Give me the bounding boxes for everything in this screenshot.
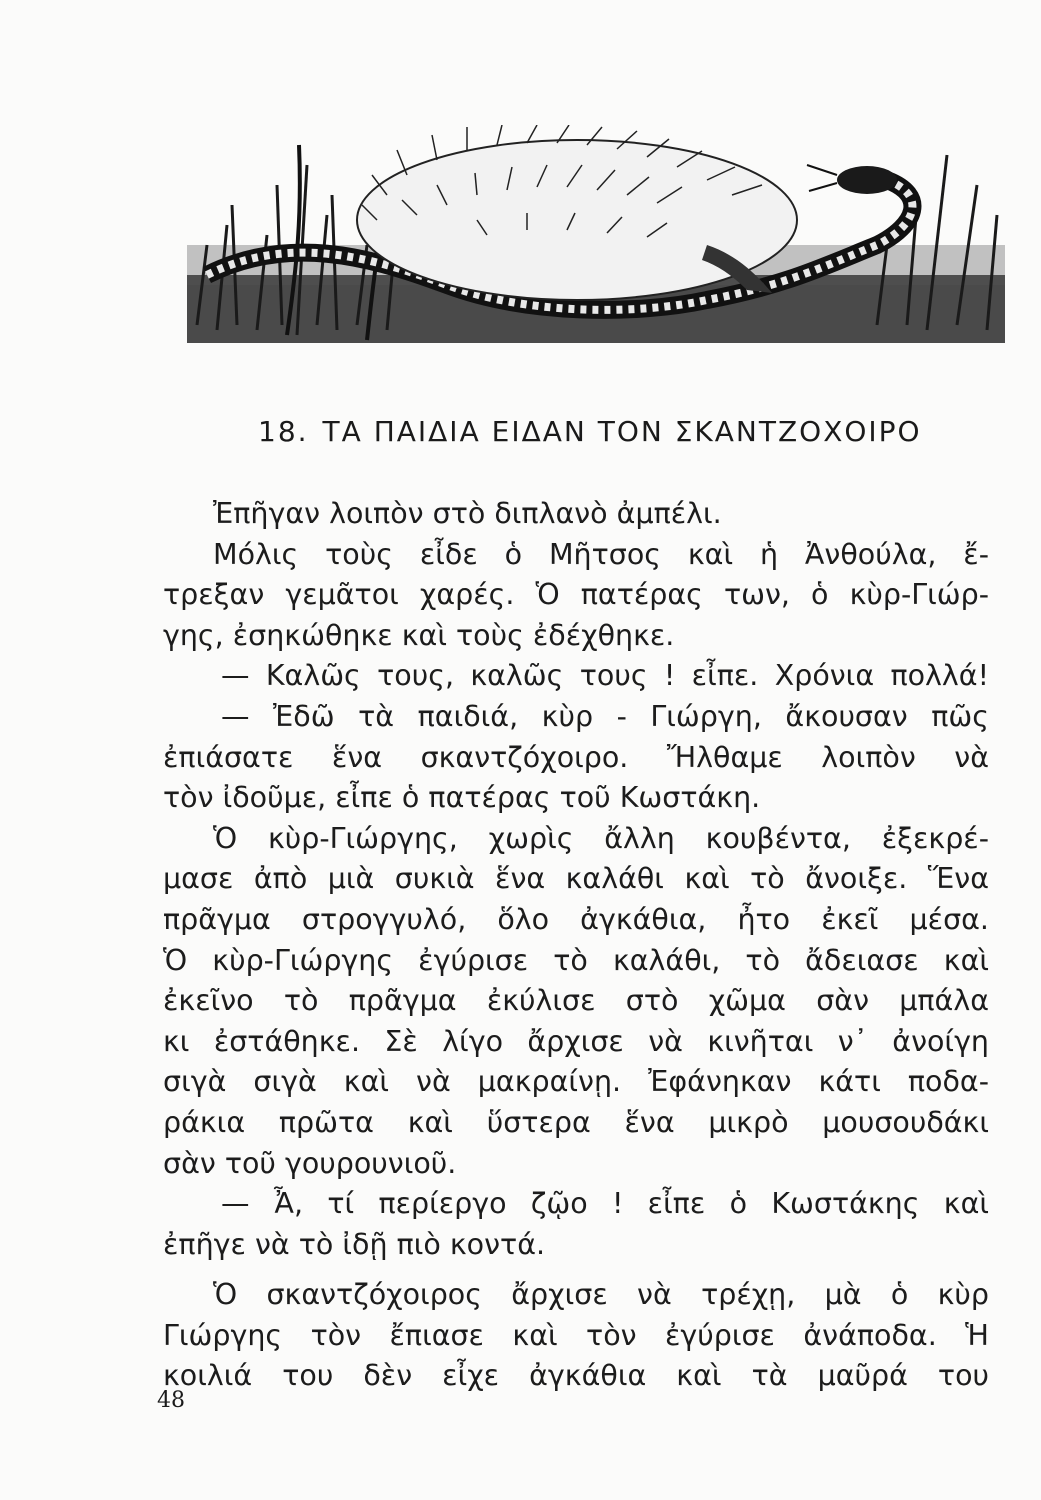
page-number: 48 xyxy=(157,1388,185,1413)
text-line: μασε ἀπὸ μιὰ συκιὰ ἕνα καλάθι καὶ τὸ ἄνοιξε. Ἕνα xyxy=(163,862,989,896)
text-line: πρᾶγμα στρογγυλό, ὅλο ἀγκάθια, ἦτο ἐκεῖ μέσα. xyxy=(163,902,989,936)
illustration-drawing xyxy=(187,125,1005,343)
text-line: Ὁ κὺρ-Γιώργης ἐγύρισε τὸ καλάθι, τὸ ἄδειασε καὶ xyxy=(163,943,989,977)
chapter-title-text: ΤΑ ΠΑΙΔΙΑ ΕΙΔΑΝ ΤΟΝ ΣΚΑΝΤΖΟΧΟΙΡΟ xyxy=(322,415,922,448)
text-line: ἐπιάσατε ἕνα σκαντζόχοιρο. Ἤλθαμε λοιπὸν νὰ xyxy=(163,740,989,774)
text-line: ράκια πρῶτα καὶ ὕστερα ἕνα μικρὸ μουσουδάκι xyxy=(163,1105,989,1139)
text-line: κοιλιά του δὲν εἶχε ἀγκάθια καὶ τὰ μαῦρά του xyxy=(163,1359,989,1393)
text-line: γης, ἐσηκώθηκε καὶ τοὺς ἐδέχθηκε. xyxy=(163,618,675,652)
hedgehog-body xyxy=(357,140,797,300)
text-line: Γιώργης τὸν ἔπιασε καὶ τὸν ἐγύρισε ἀνάποδα. Ἡ xyxy=(163,1318,989,1352)
text-line: τὸν ἰδοῦμε, εἶπε ὁ πατέρας τοῦ Κωστάκη. xyxy=(163,781,761,815)
hedgehog-snake-illustration xyxy=(187,125,1005,343)
text-line: σιγὰ σιγὰ καὶ νὰ μακραίνῃ. Ἐφάνηκαν κάτι ποδα- xyxy=(163,1065,989,1099)
text-line: τρεξαν γεμᾶτοι χαρές. Ὁ πατέρας των, ὁ κὺρ-Γιώρ- xyxy=(163,578,989,612)
text-line: ἐπῆγε νὰ τὸ ἰδῇ πιὸ κοντά. xyxy=(163,1227,546,1261)
text-line: — Ἐδῶ τὰ παιδιά, κὺρ - Γιώργη, ἄκουσαν πῶς xyxy=(221,699,989,733)
text-line: — Ἆ, τί περίεργο ζῷο ! εἶπε ὁ Κωστάκης καὶ xyxy=(221,1187,989,1221)
text-line: — Καλῶς τους, καλῶς τους ! εἶπε. Χρόνια πολλά! xyxy=(221,659,989,693)
text-line: Ὁ κὺρ-Γιώργης, χωρὶς ἄλλη κουβέντα, ἐξεκρέ- xyxy=(213,821,989,855)
text-line: κι ἐστάθηκε. Σὲ λίγο ἄρχισε νὰ κινῆται ν᾿ ἀνοίγη xyxy=(163,1024,989,1058)
text-line: ἐκεῖνο τὸ πρᾶγμα ἐκύλισε στὸ χῶμα σὰν μπάλα xyxy=(163,984,989,1018)
snake-head xyxy=(837,166,897,194)
text-line: Ὁ σκαντζόχοιρος ἄρχισε νὰ τρέχῃ, μὰ ὁ κὺρ xyxy=(213,1278,989,1312)
text-line: σὰν τοῦ γουρουνιοῦ. xyxy=(163,1146,457,1180)
chapter-title xyxy=(258,415,922,448)
text-line: Ἐπῆγαν λοιπὸν στὸ διπλανὸ ἀμπέλι. xyxy=(213,497,722,530)
body-text xyxy=(163,494,989,1397)
chapter-number: 18. xyxy=(258,415,309,448)
text-line: Μόλις τοὺς εἶδε ὁ Μῆτσος καὶ ἡ Ἀνθούλα, ἔ- xyxy=(213,537,989,571)
